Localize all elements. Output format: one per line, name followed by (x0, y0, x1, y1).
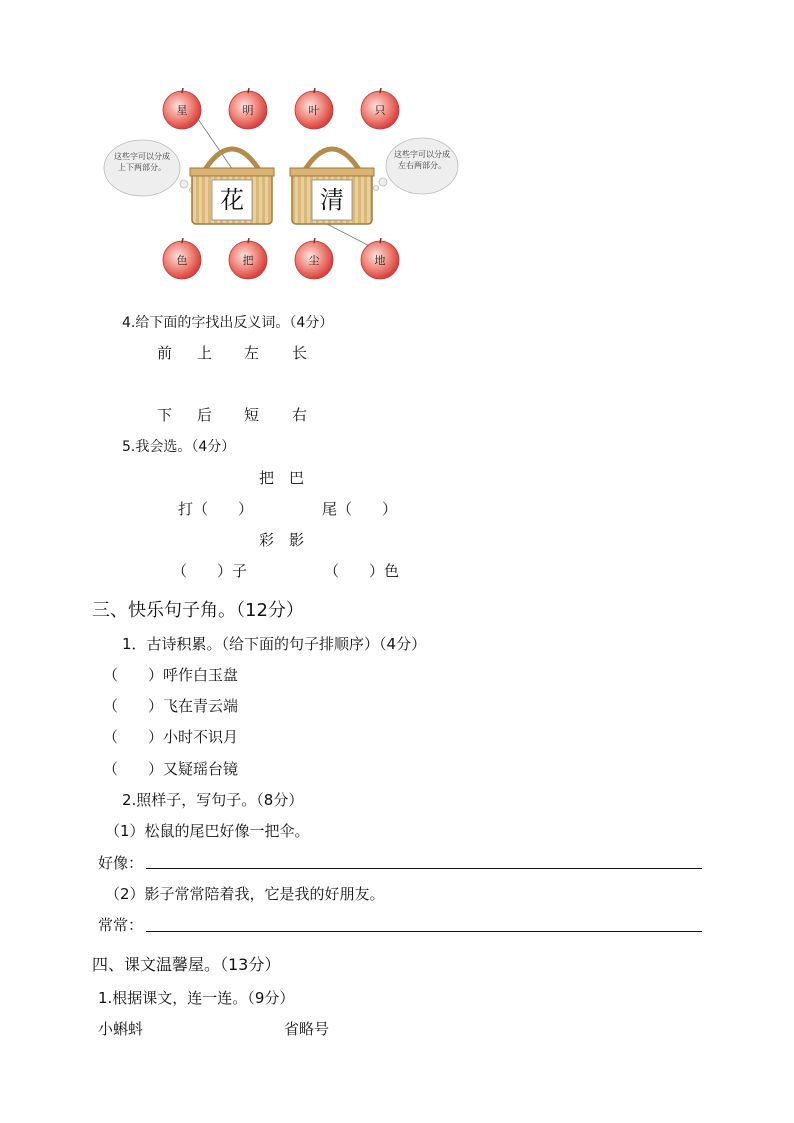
prompt-2-label: 常常： (98, 916, 144, 934)
section3-heading: 三、快乐句子角。（12分） (92, 600, 304, 621)
q5-pair2: 彩 影 (259, 531, 305, 549)
apple-top-3 (294, 88, 334, 128)
apple-top-2 (228, 88, 268, 128)
basket-left-char: 花 (220, 186, 244, 214)
basket-right-char: 清 (320, 186, 344, 214)
q4-title: 4.给下面的字找出反义词。（4分） (122, 315, 334, 331)
section3-q1-title: 1．古诗积累。（给下面的句子排顺序）（4分） (122, 635, 427, 653)
apple-char: 只 (374, 104, 386, 117)
match-right-item: 省略号 (284, 1020, 330, 1038)
apple-bottom-4 (360, 238, 400, 278)
q4-row2-word: 短 (244, 406, 260, 424)
poem-line: （ ）小时不识月 (103, 728, 239, 746)
q5-pair1: 把 巴 (259, 469, 305, 487)
q5-blank2: 尾（ ） (322, 500, 398, 518)
bubble-left-text: 这些字可以分成上下两部分。 (114, 152, 170, 172)
q5-blank4: （ ）色 (324, 562, 400, 580)
q4-row1-word: 长 (292, 344, 308, 362)
section4-q1-title: 1.根据课文，连一连。（9分） (98, 989, 295, 1007)
bubble-right-text: 这些字可以分成左右两部分。 (394, 150, 450, 170)
example-sentence-2: （2）影子常常陪着我，它是我的好朋友。 (105, 885, 385, 903)
q5-blank3: （ ）子 (172, 562, 248, 580)
q4-row2-word: 右 (292, 406, 308, 424)
apple-char: 明 (242, 104, 254, 117)
poem-line: （ ）又疑瑶台镜 (103, 760, 239, 778)
apple-bottom-1 (162, 238, 202, 278)
example-sentence-1: （1）松鼠的尾巴好像一把伞。 (105, 822, 310, 840)
q4-row2-word: 后 (197, 406, 213, 424)
illustration-graphics (100, 78, 470, 288)
section4-heading: 四、课文温馨屋。（13分） (92, 955, 281, 974)
q4-row1-word: 左 (244, 344, 260, 362)
apple-top-1 (162, 88, 202, 128)
q4-row1-word: 前 (157, 344, 173, 362)
poem-line: （ ）飞在青云端 (103, 697, 239, 715)
q5-blank1: 打（ ） (178, 500, 254, 518)
apple-char: 把 (242, 254, 254, 267)
q4-row1-word: 上 (197, 344, 213, 362)
match-left-item: 小蝌蚪 (98, 1020, 144, 1038)
apple-bottom-2 (228, 238, 268, 278)
apple-top-4 (360, 88, 400, 128)
section3-q2-title: 2.照样子，写句子。（8分） (122, 791, 304, 809)
apple-char: 色 (176, 254, 188, 267)
apple-char: 地 (374, 254, 386, 267)
prompt-1-label: 好像： (98, 854, 144, 872)
q4-row2-word: 下 (157, 406, 173, 424)
apple-char: 星 (176, 104, 188, 117)
answer-line-2[interactable] (146, 931, 702, 932)
poem-line: （ ）呼作白玉盘 (103, 666, 239, 684)
word-sorting-illustration (100, 78, 470, 288)
apple-char: 尘 (308, 254, 320, 267)
apple-char: 叶 (308, 104, 320, 117)
q5-title: 5.我会选。（4分） (122, 439, 236, 455)
apple-bottom-3 (294, 238, 334, 278)
answer-line-1[interactable] (146, 868, 702, 869)
